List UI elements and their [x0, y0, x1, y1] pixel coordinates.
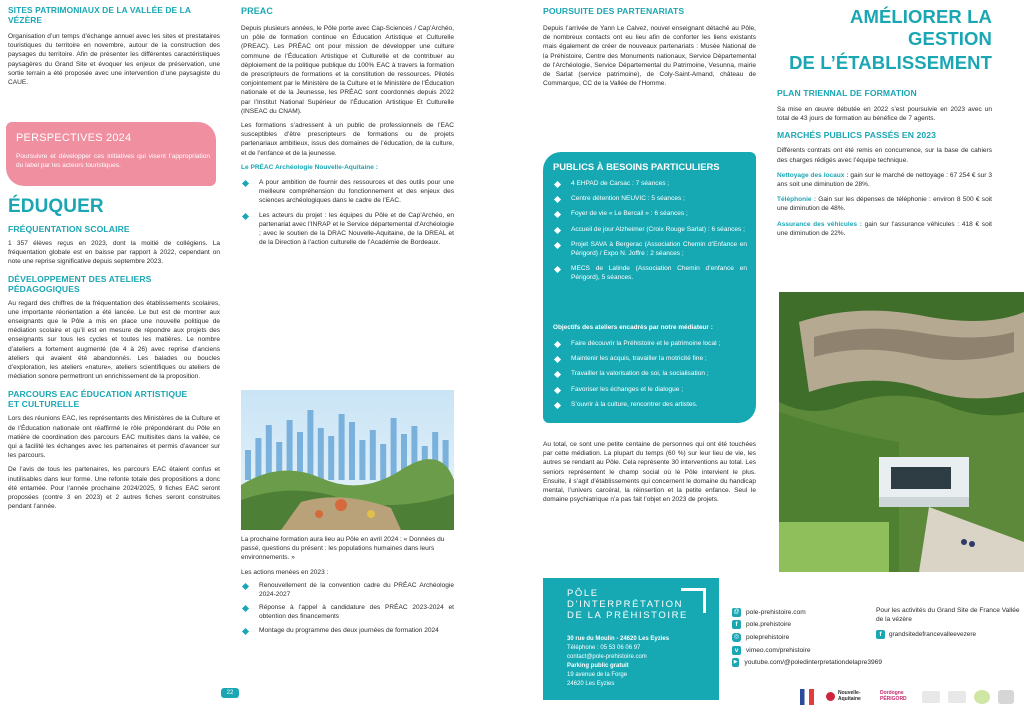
- decorative-bar: [307, 410, 313, 480]
- column-3: [543, 0, 756, 88]
- publics-box: [543, 152, 756, 423]
- parcours-text-2: De l’avis de tous les partenaires, les parcours EAC étaient confus et inutilisables dans leur forme. Une refonte totale des propositions a donc été entamée. Pour l’année prochaine 2024/2025, 9 fiches EAC seront proposées (contre 3 en 2023) et 2 autres fiches seront construites pendant l’année.: [8, 466, 220, 511]
- list-item: Favoriser les échanges et le dialogue ;: [553, 385, 747, 394]
- republique-logo: [800, 689, 814, 705]
- logo-line-3: DE LA PRÉHISTOIRE: [567, 610, 688, 621]
- assurance-label: Assurance des véhicules :: [777, 220, 862, 228]
- logo-line-2: D’INTERPRÉTATION: [567, 599, 684, 610]
- list-item: 4 EHPAD de Carsac : 7 séances ;: [553, 179, 747, 188]
- link-text: pole.prehistoire: [746, 621, 792, 629]
- telephonie-label: Téléphonie :: [777, 196, 816, 204]
- link-text: grandsitedefrancevalleevezere: [889, 631, 977, 638]
- assurance-text: [777, 220, 992, 238]
- objectifs-list: [553, 339, 747, 409]
- list-item: Faire découvrir la Préhistoire et le patrimoine local ;: [553, 339, 747, 348]
- plan-title: PLAN TRIENNAL DE FORMATION: [777, 88, 917, 98]
- page-number: 22: [221, 688, 239, 698]
- column-4: [777, 0, 992, 238]
- preac-title: PREAC: [241, 6, 274, 16]
- perspectives-text: Poursuivre et développer ces initiatives qui visent l’appropriation du label par les acteurs touristiques.: [16, 153, 210, 170]
- list-item: Centre détention NEUVIC : 5 séances ;: [553, 194, 747, 203]
- link-text: vimeo.com/prehistoire: [746, 646, 811, 654]
- perspectives-title: PERSPECTIVES 2024: [16, 132, 132, 144]
- column-1-eduquer: [8, 196, 220, 511]
- preac-text-1: Depuis plusieurs années, le Pôle porte avec Cap-Sciences / Cap’Archéo, un pôle de formation continue en Éducation Artistique et Culturelle (PREAC). Les PRÉAC ont pour mission de développer une culture commune de l’Éducation Artistique et Culturelle et de contribuer au déploiement de la politique publique du 100% EAC à travers la formation de prescripteurs de formations et la constitution de ressources. Pilotés conjointement par le Ministère de la Culture et le Ministère de l’Éducation nationale et de la Jeunesse, les PRÉAC sont coordonnés depuis 2022 par l’Institut National Supérieur de l’Éducation Artistique Et Culturelle (INSEAC du CNAM).: [241, 25, 454, 115]
- parking-title: Parking public gratuit: [567, 663, 629, 669]
- sponsor-logos: [800, 687, 1022, 709]
- list-item: S’ouvrir à la culture, rencontrer des artistes.: [553, 400, 747, 409]
- nettoyage-text: [777, 171, 992, 189]
- vimeo-icon: v: [732, 646, 741, 655]
- objectifs-title: Objectifs des ateliers encadrés par notre médiateur :: [553, 324, 713, 331]
- footer-logo-block: [543, 578, 719, 700]
- marches-title: MARCHÉS PUBLICS PASSÉS EN 2023: [777, 130, 937, 141]
- plan-text: Sa mise en œuvre débutée en 2022 s’est poursuivie en 2023 avec un total de 43 jours de formation au bénéfice de 7 agents.: [777, 106, 992, 123]
- column-2-lower: [241, 535, 454, 635]
- grand-site-text: Pour les activités du Grand Site de France Vallée de la vézère: [876, 607, 1020, 623]
- list-item: Maintenir les acquis, travailler la motricité fine ;: [553, 354, 747, 363]
- facebook-icon: f: [876, 630, 885, 639]
- instagram-icon: ◎: [733, 633, 740, 640]
- link-row[interactable]: [732, 606, 882, 619]
- pole-building-photo: [779, 292, 1024, 572]
- list-item: MECS de Lalinde (Association Chemin d’enfance en Périgord), 5 séances.: [553, 264, 747, 282]
- dordogne-logo: Dordogne PÉRIGORD: [880, 690, 907, 702]
- gestion-title-line-2: DE L’ÉTABLISSEMENT: [789, 52, 992, 73]
- list-item: Montage du programme des deux journées de formation 2024: [241, 626, 454, 635]
- phone: Téléphone : 05 53 06 06 97: [567, 645, 641, 651]
- decorative-bar: [266, 425, 272, 480]
- partenariats-text: Depuis l’arrivée de Yann Le Calvez, nouvel enseignant détaché au Pôle, de nombreux contacts ont eu lieu afin de conforter les liens existants mais également de créer de nouveaux partenariats : Musée National de la Préhistoire, Centre des Monuments nationaux, Service Départemental de l’Archéologie, Service Départemental du Patrimoine, Vesunna, mairie de Sarlat (service patrimoine), de Coly-Saint-Amand, château de Commarque, CC de la Vallée de l’Homme.: [543, 25, 756, 88]
- preac-subtitle: Le PRÉAC Archéologie Nouvelle-Aquitaine :: [241, 163, 378, 171]
- logo-bracket: [681, 588, 706, 613]
- nouvelle-aquitaine-logo: [826, 690, 872, 702]
- logo-line-1: PÔLE: [567, 588, 599, 599]
- nettoyage-detail: gain sur le marché de nettoyage : 67 254 € sur 3 ans soit une diminution de 28%.: [777, 171, 992, 189]
- grand-site-block: [876, 606, 1020, 639]
- parking-address-1: 19 avenue de la Forge: [567, 672, 628, 678]
- list-item: Travailler la valorisation de soi, la socialisation ;: [553, 369, 747, 378]
- parking-address-2: 24620 Les Eyzies: [567, 681, 615, 687]
- decorative-bar: [349, 422, 355, 480]
- sites-text: Organisation d’un temps d’échange annuel avec les sites et prestataires touristiques du territoire en novembre, autour de la construction des paysages du territoire. Afin de présenter les différentes caractéristiques paysagères du Grand Site et évoquer les enjeux de préservation, une sortie terrain a été proposée avec une intervention d’une paysagiste du CAUE.: [8, 33, 220, 87]
- decorative-bar: [391, 418, 397, 480]
- telephonie-text: [777, 195, 992, 213]
- partner-logo: [998, 690, 1014, 704]
- nettoyage-label: Nettoyage des locaux :: [777, 171, 849, 179]
- list-item: Réponse à l’appel à candidature des PRÉAC 2023-2024 et obtention des financements: [241, 603, 454, 621]
- publics-summary-text: Au total, ce sont une petite centaine de personnes qui ont été touchées par cette médiation. La plupart du temps (60 %) sur leur lieu de vie, les autres se rendant au Pôle. Cela représente 30 interventions au total. Les seniors représentent le champ social où le Pôle intervient le plus. Ensuite, il s’agit d’établissements qui concernent le domaine du handicap mental, l’univers carcéral, la réinsertion et la petite enfance. Seul le domaine psychiatrique n’a pas fait l’objet en 2023 de projets.: [543, 441, 756, 504]
- region-logo-text: Nouvelle-Aquitaine: [838, 690, 861, 702]
- link-text: poleprehistoire: [746, 633, 790, 641]
- link-text: pole-prehistoire.com: [746, 608, 806, 616]
- actions-title: Les actions menées en 2023 :: [241, 568, 329, 576]
- column-3-lower: [543, 440, 756, 504]
- parcours-title: PARCOURS EAC ÉDUCATION ARTISTIQUE ET CULTURELLE: [8, 389, 188, 410]
- column-2: [241, 0, 454, 247]
- decorative-bar: [339, 414, 345, 480]
- grand-site-link[interactable]: [876, 630, 1020, 639]
- telephonie-detail: Gain sur les dépenses de téléphonie : environ 8 500 € soit une diminution de 48%.: [777, 196, 992, 213]
- footer-links: [732, 606, 882, 669]
- preac-bullets: [241, 178, 454, 247]
- preac-text-2: Les formations s’adressent à un public de professionnels de l’EAC susceptibles d’être prescripteurs de formations ou de projets partenariaux ambitieux, issus des domaines de l’éducation, de la culture, et de l’enfance et de la jeunesse.: [241, 122, 454, 157]
- decorative-bar: [380, 444, 386, 480]
- frequentation-text: 1 357 élèves reçus en 2023, dont la moitié de collégiens. La fréquentation globale est en baisse par rapport à 2022, cependant on note une reprise significative depuis septembre 2023.: [8, 240, 220, 266]
- partner-logo: [922, 691, 940, 703]
- decorative-bar: [328, 436, 334, 480]
- perspectives-box: [6, 122, 216, 186]
- marches-text: Différents contrats ont été remis en concurrence, sur la base de cahiers des charges rédigés avec l’équipe technique.: [777, 147, 992, 164]
- link-row[interactable]: [732, 631, 882, 644]
- link-row[interactable]: [732, 619, 882, 632]
- link-text: youtube.com/@poledinterpretationdelapre3969: [744, 659, 882, 667]
- actions-list: [241, 581, 454, 635]
- frequentation-title: FRÉQUENTATION SCOLAIRE: [8, 224, 130, 234]
- region-icon: [826, 692, 835, 701]
- column-1: [8, 0, 220, 87]
- facebook-icon: f: [732, 620, 741, 629]
- decorative-bar: [359, 440, 365, 480]
- web-icon: @: [733, 608, 740, 615]
- list-item: Accueil de jour Alzheimer (Croix Rouge Sarlat) : 6 séances ;: [553, 225, 747, 234]
- sites-title: SITES PATRIMONIAUX DE LA VALLÉE DE LA VÉZÈRE: [8, 5, 191, 25]
- assurance-detail: gain sur l’assurance véhicules : 418 € soit une diminution de 22%.: [777, 220, 992, 237]
- decorative-bar: [318, 428, 324, 480]
- publics-title: PUBLICS À BESOINS PARTICULIERS: [553, 161, 720, 172]
- youtube-icon: ▶: [733, 659, 738, 666]
- partenariats-title: POURSUITE DES PARTENARIATS: [543, 6, 685, 16]
- partner-logo: [948, 691, 966, 703]
- list-item: A pour ambition de fournir des ressources et des outils pour une meilleure compréhension du fonctionnement et des enjeux des sciences archéologiques dans le cadre de l’EAC.: [241, 178, 454, 206]
- parcours-text-1: Lors des réunions EAC, les représentants des Ministères de la Culture et de l’Éducation nationale ont réaffirmé le rôle prépondérant du Pôle en matière de coordination des parcours EAC multisites dans la vallée, ce qui a facilité les échanges avec les partenaires et permis d’avancer sur les parcours.: [8, 415, 220, 460]
- decorative-bar: [245, 450, 251, 480]
- ateliers-title: DÉVELOPPEMENT DES ATELIERS PÉDAGOGIQUES: [8, 273, 152, 294]
- list-item: Foyer de vie « Le Bercail » : 6 séances ;: [553, 209, 747, 218]
- list-item: Projet SAVA à Bergerac (Association Chemin d’Enfance en Périgord) / Expo N. Joffre : 2 séances ;: [553, 240, 747, 258]
- eduquer-title: ÉDUQUER: [8, 196, 104, 217]
- archaeology-landscape-illustration: [241, 390, 454, 530]
- link-row[interactable]: [732, 656, 882, 669]
- ateliers-text: Au regard des chiffres de la fréquentation des établissements scolaires, une importante réorientation a été lancée. Le but est de montrer aux enseignants que le Pôle a mis en place une nouvelle politique de médiation scolaire et qu’il est en mesure de répondre aux projets des enseignants sur tous les cycles et toutes les matières. Le nombre d’ateliers a fortement augmenté (de 4 à 26) avec reprise d’anciens ateliers qui avaient été abandonnés. Les balades ou boucles d’exploration, les ateliers «nature», ateliers scientifiques ou ateliers de médiation sonore permettront un enrichissement de la proposition.: [8, 299, 220, 381]
- decorative-bar: [370, 430, 376, 480]
- partner-logo: [974, 690, 990, 704]
- list-item: Les acteurs du projet : les équipes du Pôle et de Cap’Archéo, en partenariat avec l’INRAP et le Service départemental d’Archéologie ; avec le soutien de la DRAC Nouvelle-Aquitaine, de la DREAL et de la Direction à l’action culturelle de l’Académie de Bordeaux.: [241, 211, 454, 248]
- address: 30 rue du Moulin - 24620 Les Eyzies: [567, 636, 670, 642]
- gestion-title-line-1: AMÉLIORER LA GESTION: [849, 6, 992, 49]
- email-link[interactable]: contact@pole-prehistoire.com: [567, 654, 647, 660]
- link-row[interactable]: [732, 644, 882, 657]
- preac-text-3: La prochaine formation aura lieu au Pôle en avril 2024 : « Données du passé, questions du présent : les populations humaines dans leurs environnements. »: [241, 536, 445, 562]
- publics-list: [553, 179, 747, 283]
- list-item: Renouvellement de la convention cadre du PRÉAC Archéologie 2024-2027: [241, 581, 454, 599]
- decorative-bar: [255, 438, 261, 480]
